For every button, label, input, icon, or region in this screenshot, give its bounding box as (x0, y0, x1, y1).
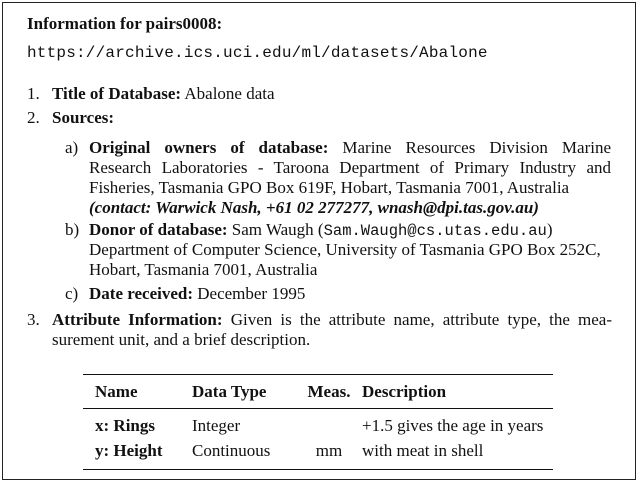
col-header-description: Description (362, 375, 553, 409)
dataset-url[interactable]: https://archive.ics.uci.edu/ml/datasets/Abalone (27, 44, 488, 62)
attributes-label: Attribute Information: (52, 310, 223, 329)
sources-label: Sources: (52, 108, 115, 127)
table-row (83, 438, 553, 470)
col-header-name: Name (83, 375, 192, 409)
owners-line2: Research Laboratories - Taroona Department of Primary Industry and (89, 158, 611, 177)
title-of-database (52, 84, 275, 104)
donor-line3: Hobart, Tasmania 7001, Australia (89, 260, 318, 279)
cell-name: x: Rings (95, 416, 155, 435)
donor-line2: Department of Computer Science, University of Tasmania GPO Box 252C, (89, 240, 601, 259)
table-header-row (83, 375, 553, 409)
item-number: 2. (27, 108, 40, 127)
table-row (83, 409, 553, 439)
sub-letter: a) (65, 138, 79, 157)
col-header-meas: Meas. (296, 375, 362, 409)
owners-contact: (contact: Warwick Nash, +61 02 277277, wnash@dpi.tas.gov.au) (89, 198, 539, 217)
owners-line1-rest: Marine Resources Division Marine (342, 138, 611, 157)
item-number: 1. (27, 84, 40, 103)
attributes-line1-rest: Given is the attribute name, attribute type, the mea- (230, 310, 613, 329)
cell-type: Integer (192, 416, 241, 435)
donor-name-close: ) (546, 220, 553, 239)
attributes-line2: surement unit, and a brief description. (52, 330, 311, 349)
owners-line3: Fisheries, Tasmania GPO Box 619F, Hobart, Tasmania 7001, Australia (89, 178, 570, 197)
donor-name: Sam Waugh ( (231, 220, 324, 239)
title-db-value: Abalone data (184, 84, 275, 103)
item-number: 3. (27, 310, 40, 329)
title-db-label: Title of Database: (52, 84, 182, 103)
cell-meas: mm (315, 441, 343, 460)
date-label: Date received: (89, 284, 193, 303)
attributes-line1 (52, 310, 612, 330)
date-value: December 1995 (197, 284, 306, 303)
donor-line1 (89, 220, 553, 240)
page-title: Information for pairs0008: (27, 14, 223, 33)
donor-label: Donor of database: (89, 220, 228, 239)
cell-meas (296, 409, 362, 439)
col-header-type: Data Type (192, 375, 296, 409)
cell-description: +1.5 gives the age in years (362, 416, 544, 435)
sub-letter: c) (65, 284, 79, 303)
donor-email[interactable]: Sam.Waugh@cs.utas.edu.au (323, 222, 547, 240)
owners-label: Original owners of database: (89, 138, 329, 157)
sub-letter: b) (65, 220, 80, 239)
cell-type: Continuous (192, 441, 271, 460)
date-received (89, 284, 305, 304)
attribute-table (83, 374, 553, 470)
cell-name: y: Height (95, 441, 163, 460)
cell-description: with meat in shell (362, 441, 484, 460)
owners-line1 (89, 138, 611, 158)
